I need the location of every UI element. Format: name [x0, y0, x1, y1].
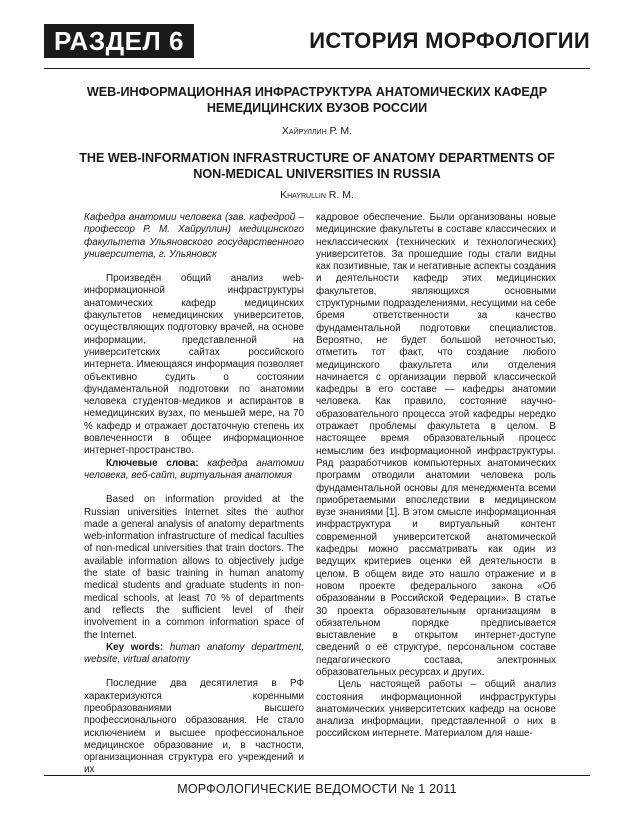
page-header [44, 24, 590, 58]
author-ru: Хайруллин Р. М. [281, 125, 353, 137]
right-column [316, 212, 556, 741]
article-title-en: THE WEB-INFORMATION INFRASTRUCTURE OF ANATOMY DEPARTMENTS OF NON-MEDICAL UNIVERSITIES IN RUSSIA [79, 151, 555, 181]
left-column [84, 212, 304, 777]
header-divider [44, 68, 590, 69]
intro-paragraph: Последние два десятилетия в РФ характеризуются коренными преобразованиями высшего профессионального образования. Не стало исключением и высшее профессиональное медицинское образование и, в частности, организационная структура его учреждений и их [84, 678, 304, 776]
body-paragraph-2: Цель настоящей работы – общий анализ состояния информационной инфраструктуры анатомических университетских кафедр на основе анализа информации, представленной о них в российском интернете. Материалом для наше- [316, 679, 556, 740]
footer-divider [44, 775, 590, 776]
abstract-ru: Произведён общий анализ web-информационной инфраструктуры анатомических кафедр медицинских факультетов немедицинских университетов, осуществляющих подготовку врачей, на основе информации, представленной на университетских сайтах российского интернета. Имеющаяся информация позволяет объективно судить о состоянии фундаментальной подготовки по анатомии человека студентов-медиков и аспирантов в немедицинских вузах, по меньшей мере, на 70 % кафедр и отражает достаточную степень их вовлеченности в общее информационное интернет-пространство. [84, 273, 304, 457]
keywords-ru: Ключевые слова: кафедра анатомии человека, веб-сайт, виртуальная анатомия [84, 457, 304, 481]
journal-footer: МОРФОЛОГИЧЕСКИЕ ВЕДОМОСТИ № 1 2011 [177, 782, 457, 796]
body-paragraph-1: кадровое обеспечение. Были организованы новые медицинские факультеты в составе классических и неклассических (технических и технологических) университетов. За прошедшие годы стали видны как позитивные, так и негативные аспекты создания и деятельности кафедр этих медицинских факультетов, являющихся основными структурными подразделениями, несущими на себе бремя ответственности за качество фундаментальной подготовки специалистов. Вероятно, не будет большой неточностью, отметить тот факт, что создание любого медицинского факультета или отделения начинается с организации первой классической кафедры в его составе — кафедры анатомии человека. Как правило, состояние научно-образовательного процесса этой кафедры нередко отражает проблемы факультета в целом. В настоящее время образовательный процесс немыслим без информационной инфраструктуры. Ряд разработчиков компьютерных анатомических программ отводили анатомии человека роль фундаментальной основы для менеджмента всеми приобретаемыми впоследствии в медицинском вузе знаниями [1]. В этом смысле информационная инфраструктура и виртуальный контент современной университетской анатомической кафедры можно рассматривать как один из ведущих критериев оценки ей деятельности в целом. В общем виде это нашло отражение и в новом проекте федерального закона «Об образовании в Российской Федерации». В статье 30 проекта образовательным организациям в обязательном порядке предписывается выставление в открытом интернет-доступе сведений о её структуре, персональном составе педагогического состава, электронных образовательных ресурсах и других. [316, 212, 556, 678]
affiliation: Кафедра анатомии человека (зав. кафедрой – профессор Р. М. Хайруллин) медицинского факультета Ульяновского государственного университета, г. Ульяновск [84, 212, 304, 260]
section-title: ИСТОРИЯ МОРФОЛОГИИ [309, 28, 590, 53]
keywords-en: Key words: human anatomy department, website, virtual anatomy [84, 641, 304, 666]
article-title-ru: WEB-ИНФОРМАЦИОННАЯ ИНФРАСТРУКТУРА АНАТОМИЧЕСКИХ КАФЕДР НЕМЕДИЦИНСКИХ ВУЗОВ РОССИИ [86, 85, 548, 115]
section-label: РАЗДЕЛ 6 [44, 24, 194, 58]
author-en: Khayrullin R. M. [280, 189, 354, 201]
abstract-en: Based on information provided at the Russian universities Internet sites the author made a general analysis of anatomy departments web-information infrastructure of medical faculties of non-medical universities that train doctors. The available information allows to objectively judge the state of basic training in human anatomy medical students and graduate students in non-medical schools, at least 70 % of departments and reflects the sufficient level of their involvement in a common information space of the Internet. [84, 494, 304, 641]
